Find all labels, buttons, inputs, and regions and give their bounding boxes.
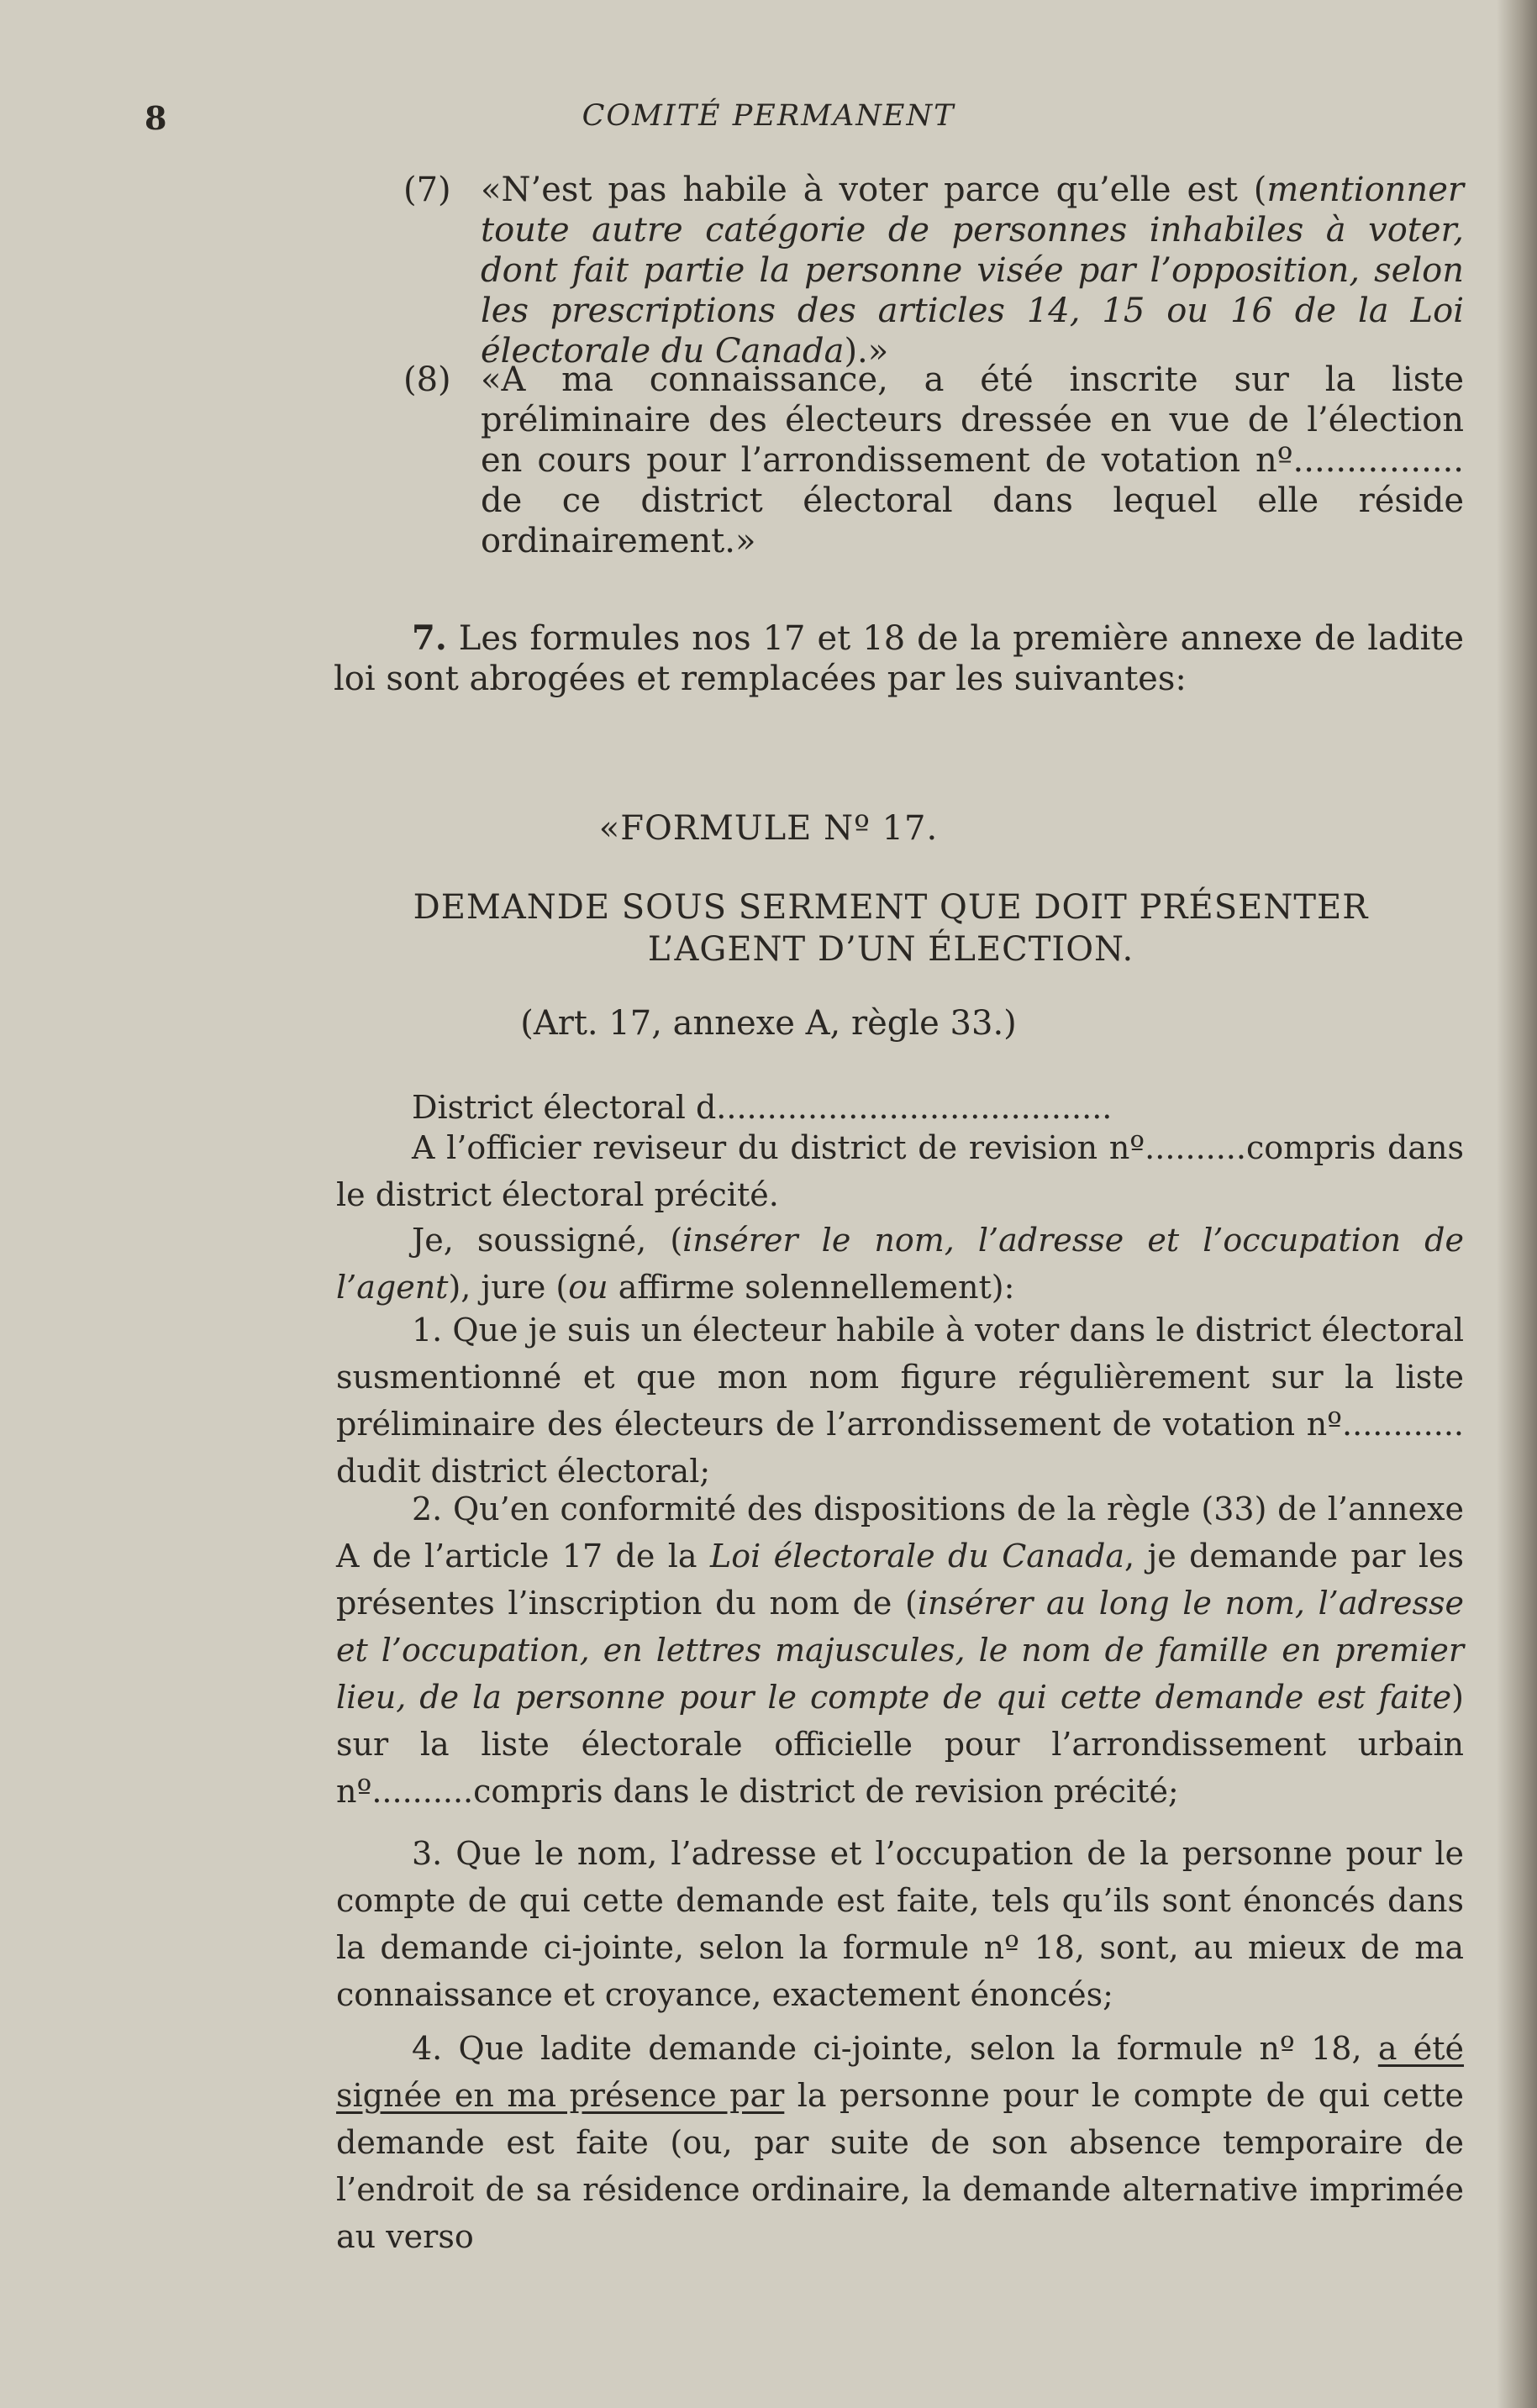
page-edge-shadow [1497,0,1537,2408]
item-8-text: «A ma connaissance, a été inscrite sur la liste préliminaire des électeurs dressée en vue de l’élection en cours pour l’arrondissement de votation nº................ de ce district électoral dans lequel elle réside ordinairement.» [481,360,1464,560]
underlined-phrase: a été signée en ma présence par [336,2030,1465,2114]
item-8-number: (8) [403,360,451,399]
item-7-text: «N’est pas habile à voter parce qu’elle est (mentionner toute autre catégorie de personnes inhabiles à voter, dont fait partie la personne visée par l’opposition, selon les prescriptions des articles 14, 15 ou 16 de la Loi électorale du Canada).» [481,171,1464,371]
oath-line: Je, soussigné, (insérer le nom, l’adresse et l’occupation de l’agent), jure (ou affirme solennellement): [336,1222,1464,1306]
form-heading: DEMANDE SOUS SERMENT QUE DOIT PRÉSENTER L’AGENT D’UN ÉLECTION. [413,888,1369,969]
form-paragraph-1: 1. Que je suis un électeur habile à voter dans le district électoral susmentionné et que mon nom figure régulièrement sur la liste préliminaire des électeurs de l’arrondissement de votation nº............ dudit district électoral; [336,1312,1464,1490]
item-7-number: (7) [403,171,451,209]
form-title: «FORMULE Nº 17. [598,809,939,848]
section-7-number: 7. [412,618,447,658]
form-paragraph-2: 2. Qu’en conformité des dispositions de la règle (33) de l’annexe A de l’article 17 de la Loi électorale du Canada, je demande par les présentes l’inscription du nom de (insérer au long le nom, l’adresse et l’occupation, en lettres majuscules, le nom de famille en premier lieu, de la personne pour le compte de qui cette demande est faite) sur la liste électorale officielle pour l’arrondissement urbain nº..........compris dans le district de revision précité; [336,1491,1465,1810]
form-paragraph-4: 4. Que ladite demande ci-jointe, selon la formule nº 18, a été signée en ma présence par la personne pour le compte de qui cette demande est faite (ou, par suite de son absence temporaire de l’endroit de sa résidence ordinaire, la demande alternative imprimée au verso [336,2030,1465,2255]
running-title: COMITÉ PERMANENT [582,99,955,133]
section-7-paragraph [334,618,1464,699]
form-paragraph-3: 3. Que le nom, l’adresse et l’occupation de la personne pour le compte de qui cette demande est faite, tels qu’ils sont énoncés dans la demande ci-jointe, selon la formule nº 18, sont, au mieux de ma connaissance et croyance, exactement énoncés; [336,1835,1464,2013]
officer-line: A l’officier reviseur du district de revision nº..........compris dans le district électoral précité. [336,1129,1464,1213]
section-7-text: Les formules nos 17 et 18 de la première annexe de ladite loi sont abrogées et remplacées par les suivantes: [334,619,1465,698]
page-number: 8 [145,99,167,137]
form-reference: (Art. 17, annexe A, règle 33.) [520,1004,1017,1043]
district-line: District électoral d....................................... [412,1089,1113,1126]
